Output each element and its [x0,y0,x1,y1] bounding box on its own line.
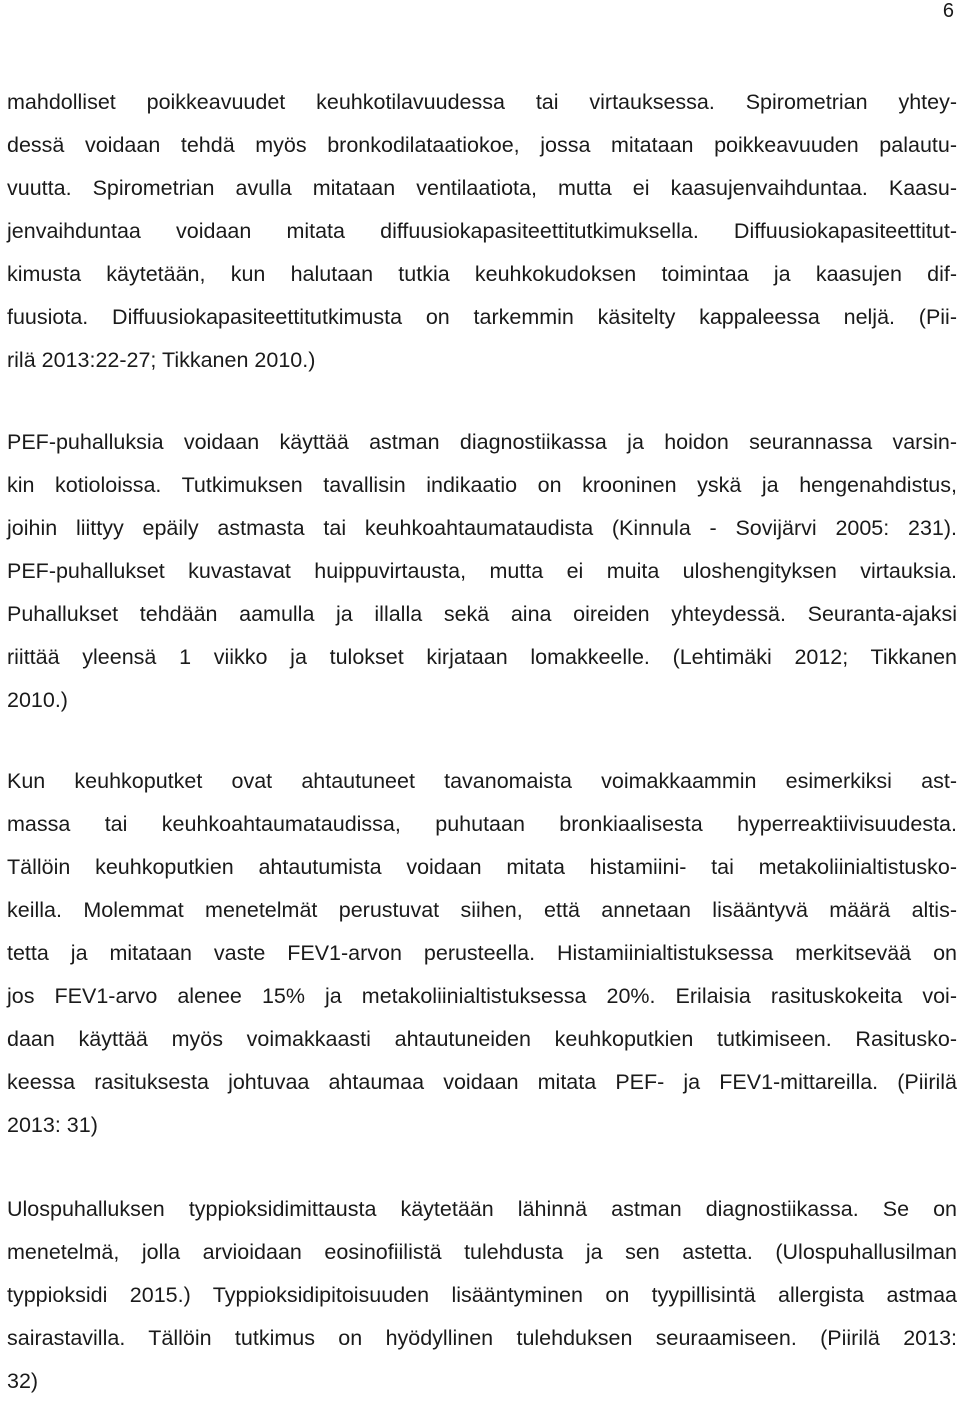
text-line: kin kotioloissa. Tutkimuksen tavallisin indikaatio on krooninen yskä ja hengenahdistus, [7,473,957,497]
text-line: menetelmä, jolla arvioidaan eosinofiilistä tulehdusta ja sen astetta. (Ulospuhallusilman [7,1240,957,1264]
text-line: kimusta käytetään, kun halutaan tutkia keuhkokudoksen toimintaa ja kaasujen dif- [7,262,957,286]
text-line: 32) [7,1369,39,1393]
paragraph-bronchial-hyperreactivity [7,760,957,1147]
text-line: Tällöin keuhkoputkien ahtautumista voidaan mitata histamiini- tai metakoliinialtistusko- [7,855,957,879]
text-line: PEF-puhallukset kuvastavat huippuvirtausta, mutta ei muita uloshengityksen virtauksia. [7,559,957,583]
text-line: sairastavilla. Tällöin tutkimus on hyödyllinen tulehduksen seuraamiseen. (Piirilä 2013: [7,1326,957,1350]
text-line: 2010.) [7,688,68,712]
text-line: keessa rasituksesta johtuvaa ahtaumaa voidaan mitata PEF- ja FEV1-mittareilla. (Piirilä [7,1070,957,1094]
text-line: mahdolliset poikkeavuudet keuhkotilavuudessa tai virtauksessa. Spirometrian yhtey- [7,90,957,114]
text-line: Ulospuhalluksen typpioksidimittausta käytetään lähinnä astman diagnostiikassa. Se on [7,1197,957,1221]
text-line: riittää yleensä 1 viikko ja tulokset kirjataan lomakkeelle. (Lehtimäki 2012; Tikkanen [7,645,957,669]
text-line: fuusiota. Diffuusiokapasiteettitutkimusta on tarkemmin käsitelty kappaleessa neljä. (Pii- [7,305,957,329]
text-line: vuutta. Spirometrian avulla mitataan ventilaatiota, mutta ei kaasujenvaihduntaa. Kaasu- [7,176,957,200]
paragraph-spirometry [7,81,957,382]
text-line: daan käyttää myös voimakkaasti ahtautuneiden keuhkoputkien tutkimiseen. Rasitusko- [7,1027,957,1051]
paragraph-nitric-oxide [7,1188,957,1403]
text-line: tetta ja mitataan vaste FEV1-arvon perusteella. Histamiinialtistuksessa merkitsevää on [7,941,957,965]
text-line: massa tai keuhkoahtaumataudissa, puhutaan bronkiaalisesta hyperreaktiivisuudesta. [7,812,957,836]
text-line: Kun keuhkoputket ovat ahtautuneet tavanomaista voimakkaammin esimerkiksi ast- [7,769,957,793]
text-line: keilla. Molemmat menetelmät perustuvat siihen, että annetaan lisääntyvä määrä altis- [7,898,957,922]
text-line: typpioksidi 2015.) Typpioksidipitoisuuden lisääntyminen on tyypillisintä allergista astmaa [7,1283,957,1307]
text-line: PEF-puhalluksia voidaan käyttää astman diagnostiikassa ja hoidon seurannassa varsin- [7,430,957,454]
page-number: 6 [942,0,954,22]
text-line: dessä voidaan tehdä myös bronkodilataatiokoe, jossa mitataan poikkeavuuden palautu- [7,133,957,157]
text-line: 2013: 31) [7,1113,98,1137]
text-line: jenvaihduntaa voidaan mitata diffuusiokapasiteettitutkimuksella. Diffuusiokapasiteettitut- [7,219,957,243]
text-line: rilä 2013:22-27; Tikkanen 2010.) [7,348,316,372]
text-line: jos FEV1-arvo alenee 15% ja metakoliinialtistuksessa 20%. Erilaisia rasituskokeita voi- [7,984,957,1008]
paragraph-pef [7,421,957,722]
text-line: joihin liittyy epäily astmasta tai keuhkoahtaumataudista (Kinnula - Sovijärvi 2005: 231). [7,516,957,540]
text-line: Puhallukset tehdään aamulla ja illalla sekä aina oireiden yhteydessä. Seuranta-ajaksi [7,602,957,626]
